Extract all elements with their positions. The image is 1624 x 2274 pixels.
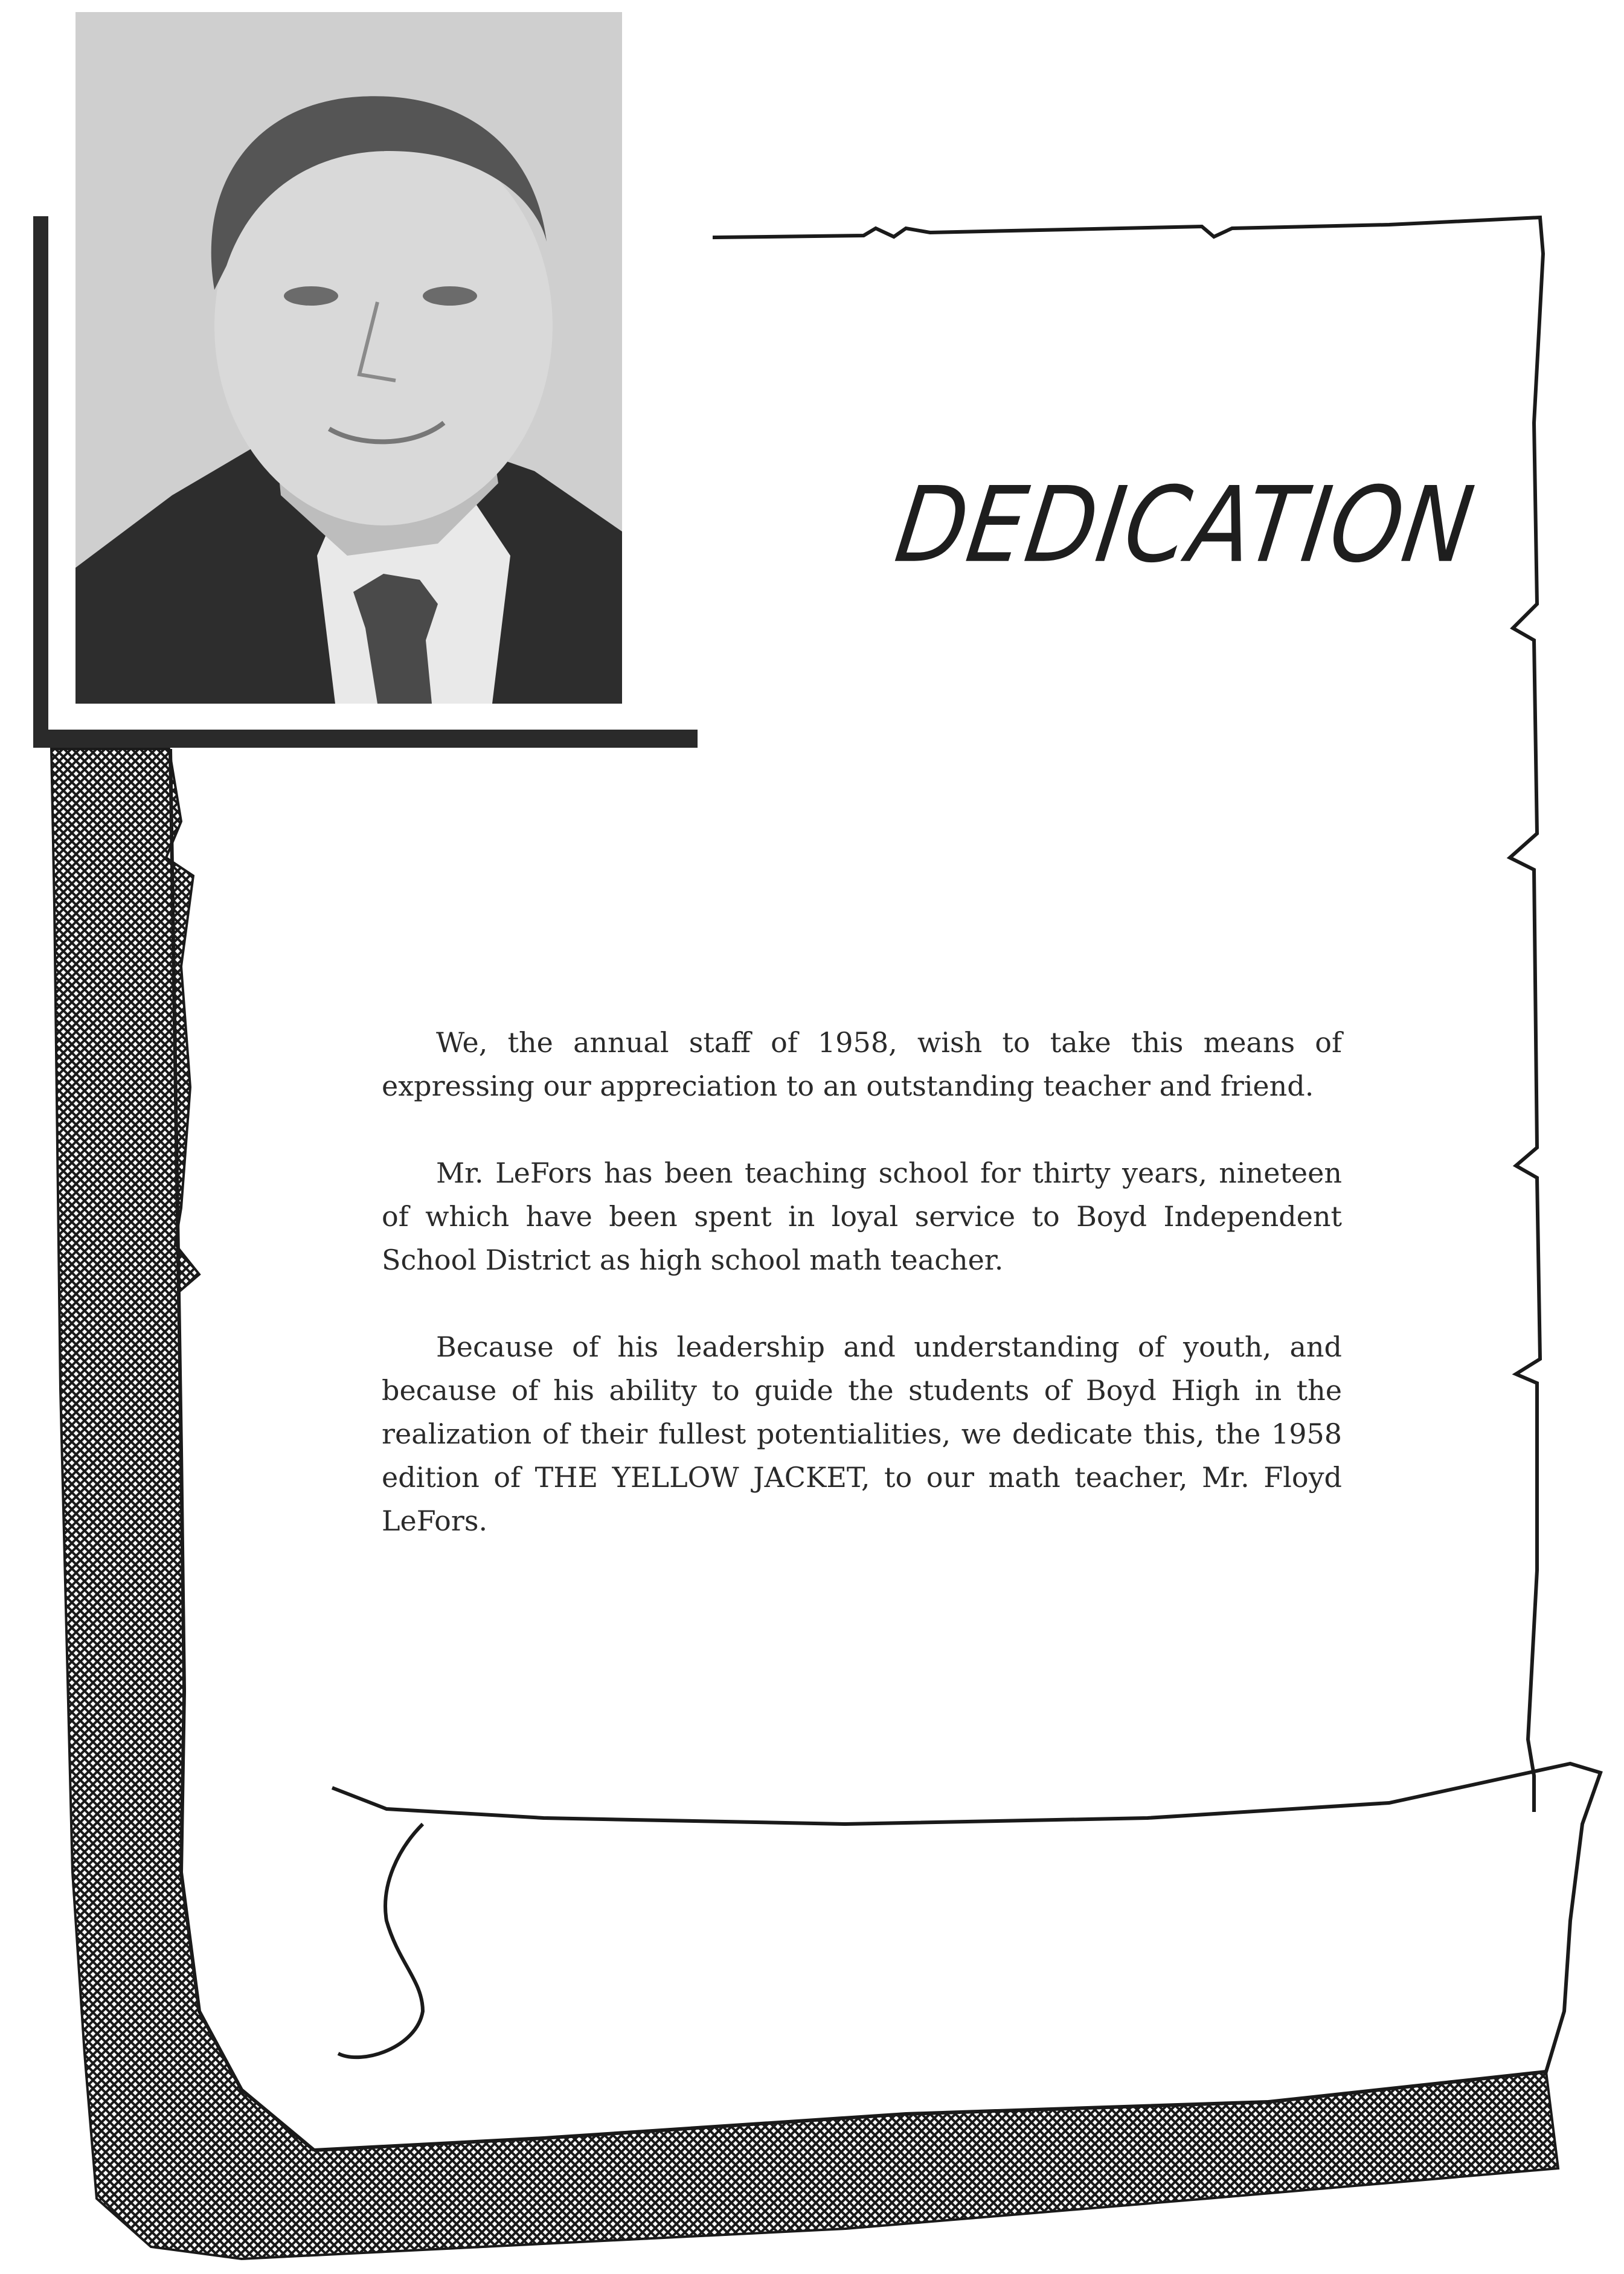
dedication-paragraph: Because of his leadership and understanding of youth, and because of his ability to guide the students of Boyd High in the realization of their fullest potentialities, we dedicate this, the 1958 edition of THE YELLOW JACKET, to our math teacher, Mr. Floyd LeFors. bbox=[382, 1331, 1342, 1537]
dedication-paragraph: We, the annual staff of 1958, wish to take this means of expressing our appreciation to an outstanding teacher and friend. bbox=[382, 1026, 1342, 1102]
portrait-photo bbox=[75, 12, 622, 704]
page-title: DEDICATION bbox=[888, 465, 1481, 586]
portrait-eye-right bbox=[423, 286, 477, 306]
portrait-illustration bbox=[75, 12, 622, 704]
scroll-left-edge bbox=[170, 749, 314, 2150]
dedication-paragraph: Mr. LeFors has been teaching school for thirty years, nineteen of which have been spent in loyal service to Boyd Independent School District as high school math teacher. bbox=[382, 1157, 1342, 1276]
dedication-text bbox=[382, 1021, 1342, 1586]
portrait-eye-left bbox=[284, 286, 338, 306]
